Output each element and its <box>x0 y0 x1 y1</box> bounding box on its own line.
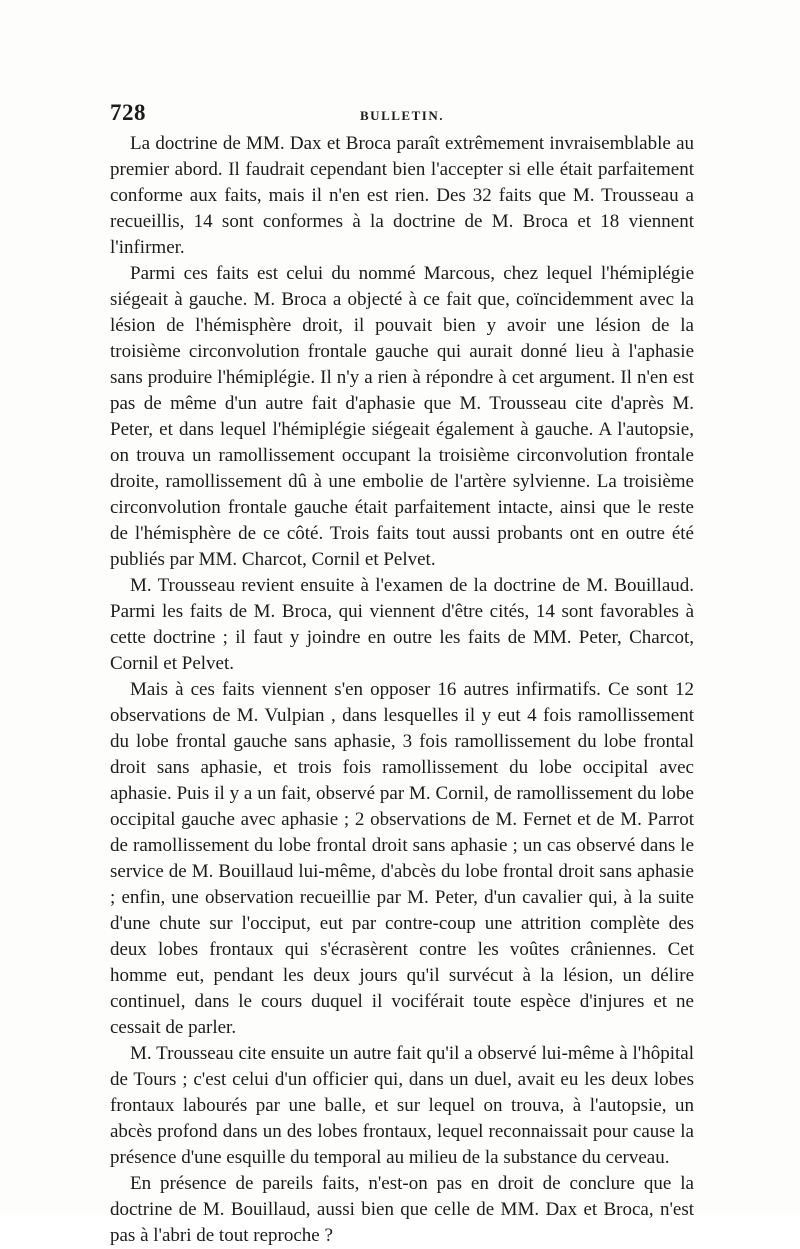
running-title: BULLETIN. <box>360 108 444 123</box>
page-number: 728 <box>110 100 146 125</box>
body-text <box>110 131 694 1249</box>
paragraph-tours-officer: M. Trousseau cite ensuite un autre fait qu'il a observé lui-même à l'hôpital de Tours ; c'est celui d'un officier qui, dans un duel, avait eu les deux lobes frontaux labourés par une balle, et sur lequel on trouva, à l'autopsie, un abcès profond dans un des lobes frontaux, lequel reconnaissait pour cause la présence d'une esquille du temporal au milieu de la substance du cerveau. <box>110 1043 694 1168</box>
running-head <box>110 100 694 130</box>
paragraph-infirmative-facts: Mais à ces faits viennent s'en opposer 16 autres infirmatifs. Ce sont 12 observations de M. Vulpian , dans lesquelles il y eut 4 fois ramollissement du lobe frontal gauche sans aphasie, 3 fois ramollissement du lobe frontal droit sans aphasie, et trois fois ramollissement du lobe occipital avec aphasie. Puis il y a un fait, observé par M. Cornil, de ramollissement du lobe occipital gauche avec aphasie ; 2 observations de M. Fernet et de M. Parrot de ramollissement du lobe frontal droit sans aphasie ; un cas observé dans le service de M. Bouillaud lui-même, d'abcès du lobe frontal droit sans aphasie ; enfin, une observation recueillie par M. Peter, d'un cavalier qui, à la suite d'une chute sur l'occiput, eut par contre-coup une attrition complète des deux lobes frontaux qui s'écrasèrent contre les voûtes crâniennes. Cet homme eut, pendant les deux jours qu'il survécut à la lésion, un délire continuel, dans le cours duquel il vociférait toute espèce d'injures et ne cessait de parler. <box>110 679 694 1038</box>
paragraph-marcous-case: Parmi ces faits est celui du nommé Marcous, chez lequel l'hémiplégie siégeait à gauche. M. Broca a objecté à ce fait que, coïncidemment avec la lésion de l'hémisphère droit, il pouvait bien y avoir une lésion de la troisième circonvolution frontale gauche qui aurait donné lieu à l'aphasie sans produire l'hémiplégie. Il n'y a rien à répondre à cet argument. Il n'en est pas de même d'un autre fait d'aphasie que M. Trousseau cite d'après M. Peter, et dans lequel l'hémiplégie siégeait également à gauche. A l'autopsie, on trouva un ramollissement occupant la troisième circonvolution frontale droite, ramollissement dû à une embolie de l'artère sylvienne. La troisième circonvolution frontale gauche était parfaitement intacte, ainsi que le reste de l'hémisphère de ce côté. Trois faits tout aussi probants ont en outre été publiés par MM. Charcot, Cornil et Pelvet. <box>110 263 694 570</box>
paragraph-dax-broca-doctrine: La doctrine de MM. Dax et Broca paraît extrêmement invraisemblable au premier abord. Il faudrait cependant bien l'accepter si elle était parfaitement conforme aux faits, mais il n'en est rien. Des 32 faits que M. Trousseau a recueillis, 14 sont conformes à la doctrine de M. Broca et 18 viennent l'infirmer. <box>110 133 694 258</box>
paragraph-conclusion: En présence de pareils faits, n'est-on pas en droit de conclure que la doctrine de M. Bouillaud, aussi bien que celle de MM. Dax et Broca, n'est pas à l'abri de tout reproche ? <box>110 1173 694 1246</box>
paragraph-bouillaud-doctrine: M. Trousseau revient ensuite à l'examen de la doctrine de M. Bouillaud. Parmi les faits de M. Broca, qui viennent d'être cités, 14 sont favorables à cette doctrine ; il faut y joindre en outre les faits de MM. Peter, Charcot, Cornil et Pelvet. <box>110 575 694 674</box>
